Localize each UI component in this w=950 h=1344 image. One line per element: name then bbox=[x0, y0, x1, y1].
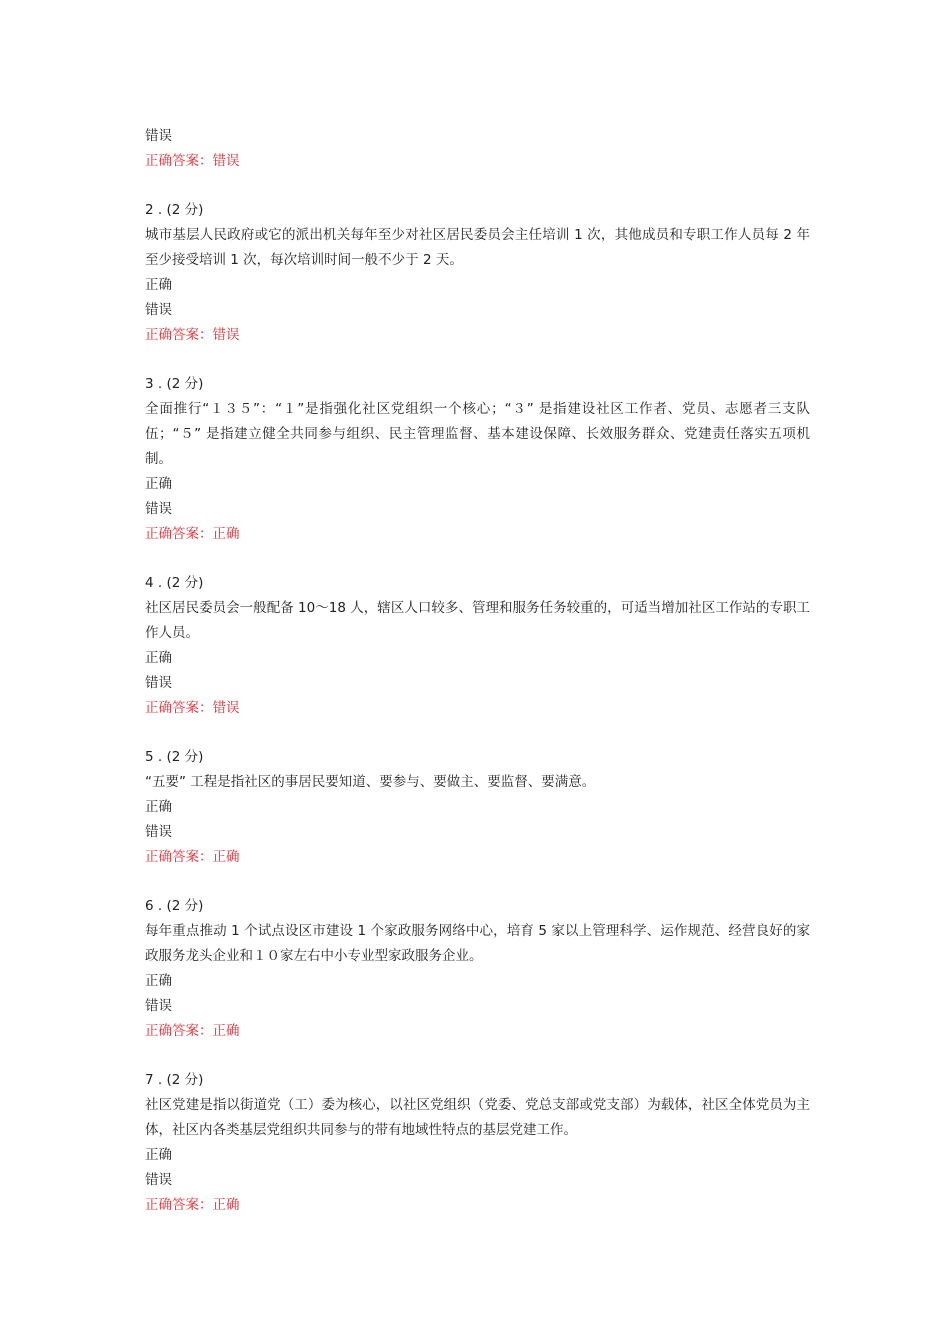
question-text: “五要” 工程是指社区的事居民要知道、要参与、要做主、要监督、要满意。 bbox=[145, 774, 596, 790]
question-5 bbox=[145, 745, 810, 870]
option-wrong: 错误 bbox=[145, 501, 172, 517]
question-text: 城市基层人民政府或它的派出机关每年至少对社区居民委员会主任培训 1 次，其他成员和专职工作人员每 2 年至少接受培训 1 次，每次培训时间一般不少于 2 天。 bbox=[145, 227, 810, 268]
question-3 bbox=[145, 372, 810, 547]
option-correct: 正确 bbox=[145, 650, 172, 666]
option-correct: 正确 bbox=[145, 277, 172, 293]
option-wrong: 错误 bbox=[145, 675, 172, 691]
correct-answer: 正确答案：错误 bbox=[145, 327, 240, 343]
question-7 bbox=[145, 1068, 810, 1218]
question-1-tail bbox=[145, 124, 810, 174]
option-wrong: 错误 bbox=[145, 824, 172, 840]
correct-answer: 正确答案：错误 bbox=[145, 700, 240, 716]
question-text: 社区居民委员会一般配备 10～18 人，辖区人口较多、管理和服务任务较重的，可适当增加社区工作站的专职工作人员。 bbox=[145, 600, 810, 641]
option-wrong: 错误 bbox=[145, 302, 172, 318]
option-correct: 正确 bbox=[145, 799, 172, 815]
question-text: 全面推行“１３５”：“１”是指强化社区党组织一个核心；“３” 是指建设社区工作者、党员、志愿者三支队伍；“５” 是指建立健全共同参与组织、民主管理监督、基本建设保障、长效服务群众、党建责任落实五项机制。 bbox=[145, 401, 810, 467]
option-wrong: 错误 bbox=[145, 1172, 172, 1188]
question-text: 社区党建是指以街道党（工）委为核心，以社区党组织（党委、党总支部或党支部）为载体，社区全体党员为主体，社区内各类基层党组织共同参与的带有地域性特点的基层党建工作。 bbox=[145, 1097, 810, 1138]
correct-answer: 正确答案：正确 bbox=[145, 1197, 240, 1213]
option-wrong: 错误 bbox=[145, 128, 172, 144]
correct-answer: 正确答案：正确 bbox=[145, 526, 240, 542]
question-number: 5 . (2 分) bbox=[145, 749, 204, 765]
question-4 bbox=[145, 571, 810, 721]
question-number: 6 . (2 分) bbox=[145, 898, 204, 914]
question-number: 2 . (2 分) bbox=[145, 202, 204, 218]
question-number: 4 . (2 分) bbox=[145, 575, 204, 591]
question-6 bbox=[145, 894, 810, 1044]
question-number: 7 . (2 分) bbox=[145, 1072, 204, 1088]
correct-answer: 正确答案：正确 bbox=[145, 849, 240, 865]
quiz-page bbox=[145, 124, 810, 1218]
option-wrong: 错误 bbox=[145, 998, 172, 1014]
option-correct: 正确 bbox=[145, 1147, 172, 1163]
option-correct: 正确 bbox=[145, 476, 172, 492]
question-2 bbox=[145, 198, 810, 348]
question-number: 3 . (2 分) bbox=[145, 376, 204, 392]
correct-answer: 正确答案：错误 bbox=[145, 153, 240, 169]
option-correct: 正确 bbox=[145, 973, 172, 989]
correct-answer: 正确答案：正确 bbox=[145, 1023, 240, 1039]
question-text: 每年重点推动 1 个试点设区市建设 1 个家政服务网络中心，培育 5 家以上管理科学、运作规范、经营良好的家政服务龙头企业和１０家左右中小专业型家政服务企业。 bbox=[145, 923, 810, 964]
